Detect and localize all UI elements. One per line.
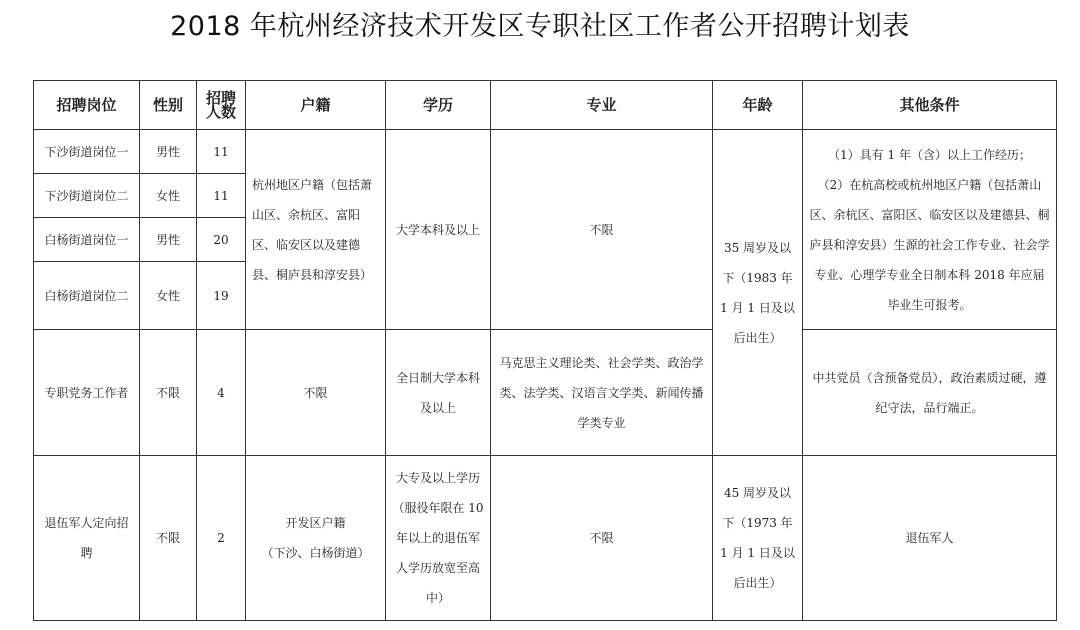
cell-age-group1: 35 周岁及以下（1983 年 1 月 1 日及以后出生） [713, 130, 803, 456]
recruitment-plan-table [33, 80, 1057, 621]
other-condition-1: （1）具有 1 年（含）以上工作经历； [828, 147, 1031, 162]
header-major: 专业 [491, 81, 713, 130]
header-other: 其他条件 [803, 81, 1057, 130]
cell-count: 4 [197, 330, 246, 456]
cell-count: 2 [197, 456, 246, 621]
other-condition-2: （2）在杭高校或杭州地区户籍（包括萧山区、余杭区、富阳区、临安区以及建德县、桐庐县和淳安县）生源的社会工作专业、社会学专业、心理学专业全日制本科 2018 年应届毕业生可报考。 [809, 177, 1050, 312]
cell-count: 20 [197, 218, 246, 262]
header-count-line2: 人数 [205, 103, 236, 121]
cell-gender: 不限 [140, 330, 197, 456]
cell-major-group1: 不限 [491, 130, 713, 330]
cell-hukou-group2: 不限 [246, 330, 386, 456]
cell-gender: 不限 [140, 456, 197, 621]
header-age: 年龄 [713, 81, 803, 130]
cell-post: 下沙街道岗位二 [34, 174, 140, 218]
cell-major-group3: 不限 [491, 456, 713, 621]
table-row [34, 456, 1057, 621]
header-count [197, 81, 246, 130]
cell-major-group2: 马克思主义理论类、社会学类、政治学类、法学类、汉语言文学类、新闻传播学类专业 [491, 330, 713, 456]
cell-gender: 女性 [140, 262, 197, 330]
header-gender: 性别 [140, 81, 197, 130]
hukou-group3-line1: 开发区户籍 [285, 516, 346, 530]
header-education: 学历 [386, 81, 491, 130]
table-header-row [34, 81, 1057, 130]
cell-education-group3: 大专及以上学历（服役年限在 10 年以上的退伍军人学历放宽至高中） [386, 456, 491, 621]
cell-education-group1: 大学本科及以上 [386, 130, 491, 330]
cell-count: 19 [197, 262, 246, 330]
cell-hukou-group1: 杭州地区户籍（包括萧山区、余杭区、富阳区、临安区以及建德县、桐庐县和淳安县） [246, 130, 386, 330]
cell-count: 11 [197, 130, 246, 174]
cell-education-group2: 全日制大学本科及以上 [386, 330, 491, 456]
header-count-line1: 招聘 [205, 89, 236, 107]
cell-gender: 男性 [140, 130, 197, 174]
cell-post: 白杨街道岗位二 [34, 262, 140, 330]
table-row [34, 130, 1057, 174]
header-post: 招聘岗位 [34, 81, 140, 130]
cell-gender: 男性 [140, 218, 197, 262]
cell-post: 下沙街道岗位一 [34, 130, 140, 174]
cell-post: 白杨街道岗位一 [34, 218, 140, 262]
cell-other-group2: 中共党员（含预备党员），政治素质过硬，遵纪守法，品行端正。 [803, 330, 1057, 456]
cell-count: 11 [197, 174, 246, 218]
page-title: 2018 年杭州经济技术开发区专职社区工作者公开招聘计划表 [170, 11, 910, 42]
cell-post: 退伍军人定向招聘 [34, 456, 140, 621]
cell-post: 专职党务工作者 [34, 330, 140, 456]
cell-other-group3: 退伍军人 [803, 456, 1057, 621]
cell-gender: 女性 [140, 174, 197, 218]
table-row [34, 330, 1057, 456]
hukou-group3-line2: （下沙、白杨街道） [261, 546, 370, 560]
cell-age-group3: 45 周岁及以下（1973 年 1 月 1 日及以后出生） [713, 456, 803, 621]
cell-other-group1 [803, 130, 1057, 330]
header-hukou: 户籍 [246, 81, 386, 130]
cell-hukou-group3 [246, 456, 386, 621]
